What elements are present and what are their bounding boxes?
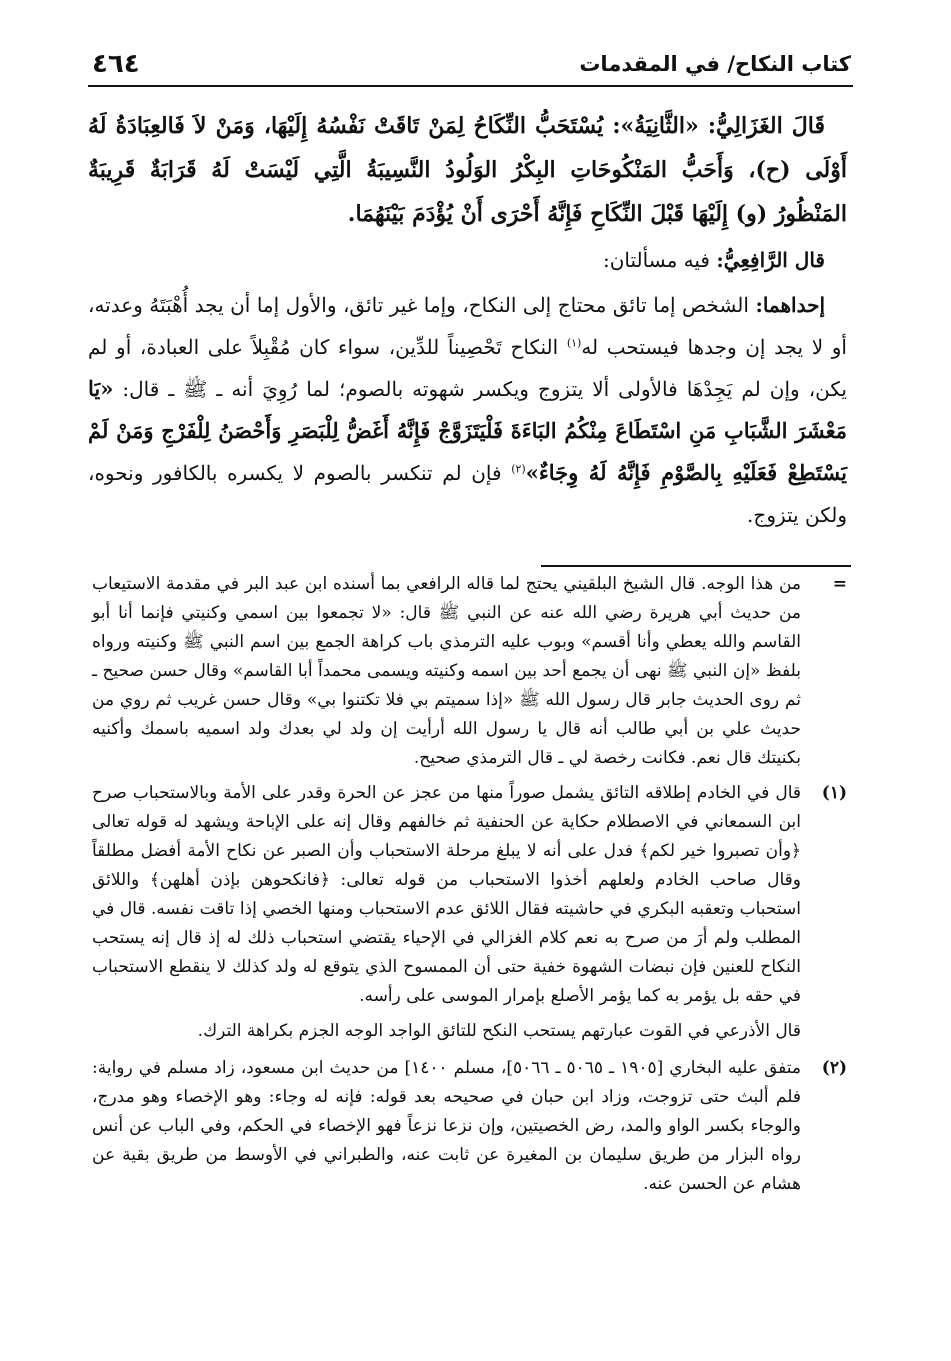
first-issue-text-3: فإن لم تنكسر بالصوم لا يكسره بالكافور ونحوه، ولكن يتزوج. — [88, 461, 847, 527]
first-issue-label: إحداهما: — [755, 293, 826, 317]
footnote-continuation-text: من هذا الوجه. قال الشيخ البلقيني يحتج لما قاله الرافعي بما أسنده ابن عبد البر في مقدمة الاستيعاب من حديث أبي هريرة رضي الله عنه عن النبي ﷺ قال: «لا تجمعوا بين اسمي وكنيتي فإنما أنا أبو القاسم والله يعطي وأنا أقسم» وبوب عليه الترمذي باب كراهة الجمع بين اسم النبي ﷺ وكنيته ورواه بلفظ «إن النبي ﷺ نهى أن يجمع أحد بين اسمه وكنيته ويسمى محمداً أبا القاسم» وقال حسن صحيح ـ ثم روى الحديث جابر قال رسول الله ﷺ «إذا سميتم بي فلا تكتنوا بي» وقال حسن غريب ثم روي من حديث علي بن أبي طالب أنه قال يا رسول الله أرأيت إن ولد لي بعدك ولد اسميه باسمك وأكنيه بكنيتك قال نعم. فكانت رخصة لي ـ قال الترمذي صحيح. — [92, 574, 801, 768]
footnote-separator — [541, 565, 851, 567]
first-issue-paragraph — [88, 284, 847, 536]
footnote-continuation — [92, 570, 847, 773]
footnote-1-extra: قال الأذرعي في القوت عبارتهم يستحب النكح للتائق الواجد الوجه الجزم بكراهة الترك. — [197, 1021, 801, 1041]
footnote-continuation-label: = — [832, 574, 847, 594]
running-title: كتاب النكاح/ في المقدمات — [579, 52, 851, 76]
first-issue-text-2: النكاح تَحْصِيناً للدِّين، سواء كان مُقْبِلاً على العبادة، أو لم يكن، وإن لم يَجِدْهَا فالأولى ألا يتزوج ويكسر شهوته بالصوم؛ لما رُوِيَ أنه ـ ﷺ ـ قال: — [88, 335, 847, 401]
footnote-2-label: (٢) — [821, 1058, 847, 1078]
footnote-ref-1[interactable]: (١) — [566, 336, 582, 350]
page-number: ٤٦٤ — [92, 49, 140, 79]
sharh-intro: فيه مسألتان: — [603, 248, 710, 272]
footnotes-section — [92, 570, 847, 1205]
sharh-heading — [88, 240, 847, 280]
footnote-1 — [92, 779, 847, 1011]
page-header — [92, 44, 851, 84]
footnote-1-text: قال في الخادم إطلاقه التائق يشمل صوراً منها من عجز عن الحرة وقدر على الأمة وبالاستحباب صرح ابن السمعاني في الاصطلام حكاية عن الحنفية ثم خالفهم وقال إنه على الإباحة ويشهد له قوله تعالى ﴿وأن تصبروا خير لكم﴾ فدل على أنه لا يبلغ مرحلة الاستحباب وأن الصبر عن نكاح الأمة أفضل مطلقاً وقال صاحب الخادم ولعلهم أخذوا الاستحباب من قوله تعالى: ﴿فانكحوهن بإذن أهلهن﴾ واللائق استحباب وتعقبه البكري في حاشيته فقال اللائق عدم الاستحباب ومنها الخصي إذا تاقت نفسه. قال في المطلب ولم أرَ من صرح به نعم كلام الغزالي في الإحياء يقتضي استحباب ذلك له إذ قال إنه يستحب النكاح للعنين فإن نبضات الشهوة خفية حتى أن الممسوح الذي يتوقع له ولد كذلك لا ينقطع الاستحباب في حقه بل يؤمر به كما يؤمر الأصلع بإمرار الموسى على رأسه. — [92, 783, 801, 1006]
first-issue-text-1: الشخص إما تائق محتاج إلى النكاح، وإما غير تائق، والأول إما أن يجد أُهْبَتَهُ وعدته، أو لا يجد إن وجدها فيستحب له — [88, 293, 847, 359]
main-text — [88, 104, 847, 536]
hadith-quote: «يَا مَعْشَرَ الشَّبَابِ مَنِ اسْتَطَاعَ مِنْكُمُ البَاءَةَ فَلْيَتَزَوَّجْ فَإِنَّهُ أَغَضُّ لِلْبَصَرِ وَأَحْصَنُ لِلْفَرْجِ وَمَنْ لَمْ يَسْتَطِعْ فَعَلَيْهِ بِالصَّوْمِ فَإِنَّهُ لَهُ وِجَاءٌ» — [88, 376, 847, 485]
footnote-2 — [92, 1054, 847, 1199]
footnote-ref-2[interactable]: (٢) — [511, 462, 526, 476]
footnote-2-text: متفق عليه البخاري [١٩٠٥ ـ ٥٠٦٥ ـ ٥٠٦٦]، مسلم ١٤٠٠] من حديث ابن مسعود، زاد مسلم في رواية: فلم ألبث حتى تزوجت، وزاد ابن حبان في صحيحه بعد قوله: فإنه له وجاء: وهو الإخصاء وهو مدرج، والوجاء بكسر الواو والمد، رض الخصيتين، وإن نزعا نزعاً فهو الإخصاء في الحكم، وفي الباب عن أنس رواه البزار من طريق سليمان بن المغيرة عن ثابت عنه، والطبراني في الأوسط من طريق بقية عن هشام عن الحسن عنه. — [92, 1058, 801, 1194]
footnote-1-label: (١) — [821, 783, 847, 803]
sharh-label: قال الرَّافِعِيُّ: — [716, 248, 825, 272]
header-rule — [88, 85, 853, 87]
matn-paragraph: قَالَ الغَزَالِيُّ: «الثَّانِيَةُ»: يُسْتَحَبُّ النِّكَاحُ لِمَنْ تَاقَتْ نَفْسُهُ إِلَيْهَا، وَمَنْ لاَ فَالعِبَادَةُ لَهُ أَوْلَى (ح)، وَأَحَبُّ المَنْكُوحَاتِ البِكْرُ الوَلُودُ النَّسِيبَةُ الَّتِي لَيْسَتْ لَهُ قَرَابَةٌ قَرِيبَةٌ المَنْظُورُ (و) إِلَيْهَا قَبْلَ النِّكَاحِ فَإِنَّهُ أَحْرَى أَنْ يُؤْدَمَ بَيْنَهُمَا. — [88, 113, 847, 227]
